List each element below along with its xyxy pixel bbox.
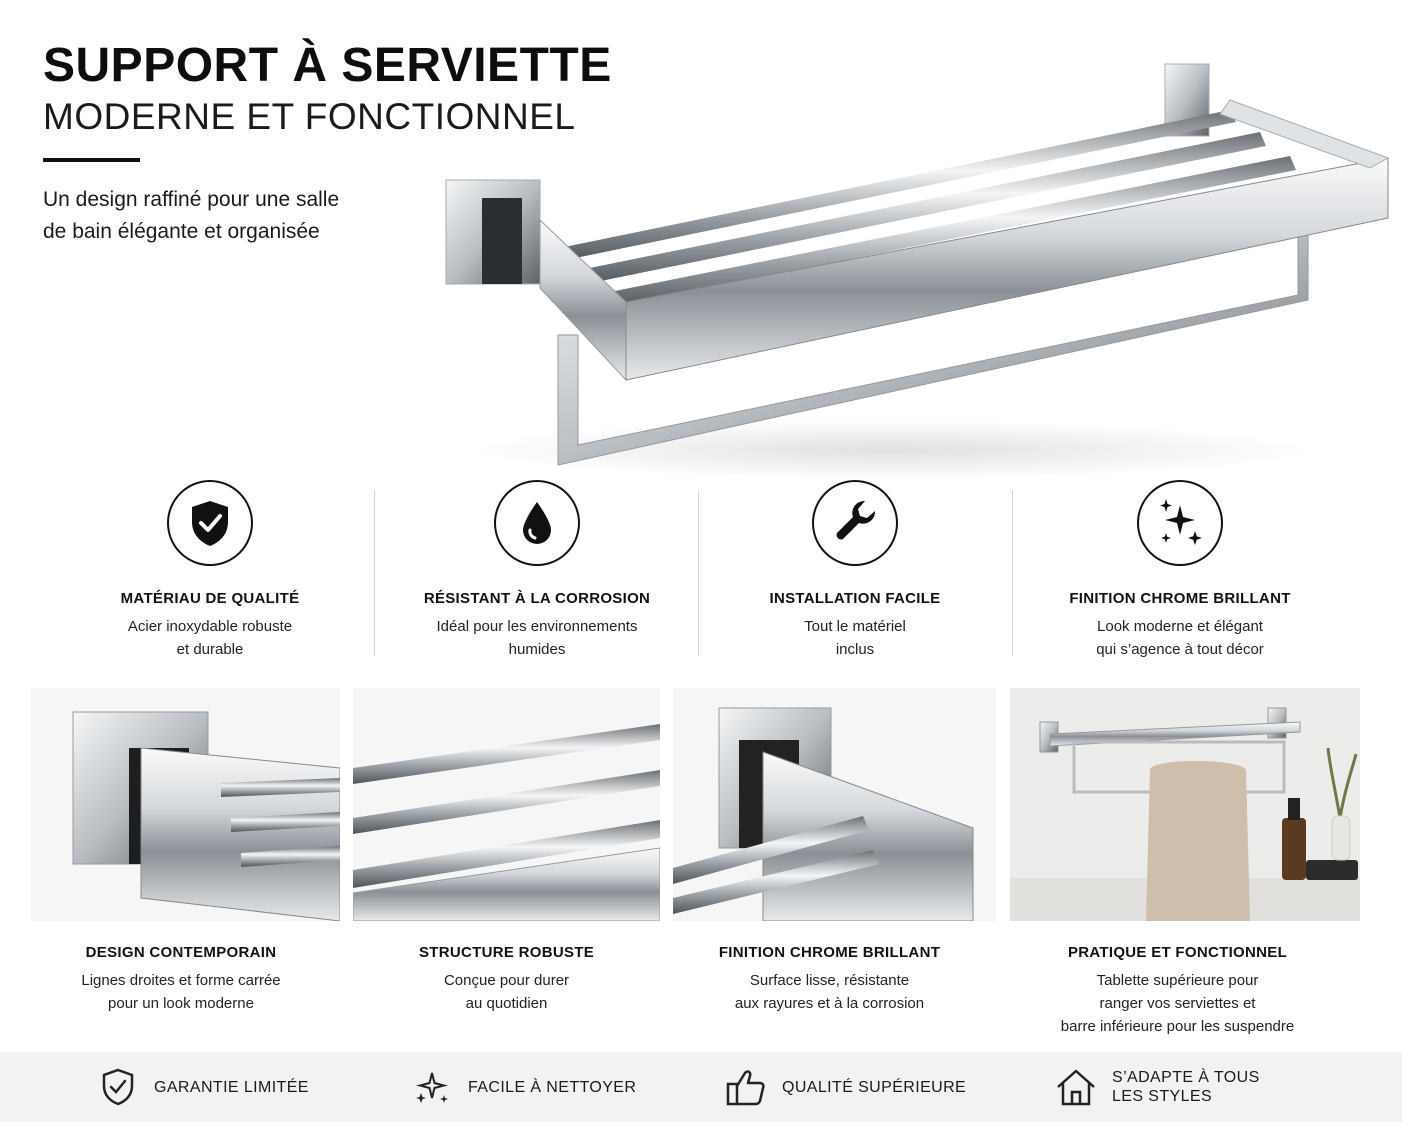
feature-desc: Look moderne et élégant qui s’agence à tout décor bbox=[1096, 618, 1264, 658]
detail-title: PRATIQUE ET FONCTIONNEL bbox=[1067, 944, 1288, 961]
detail-title: DESIGN CONTEMPORAIN bbox=[85, 944, 277, 961]
feature-title: FINITION CHROME BRILLANT bbox=[1069, 590, 1291, 607]
footer-item-styles bbox=[1054, 1052, 1260, 1122]
footer-band bbox=[0, 1052, 1402, 1122]
tagline: Un design raffiné pour une salle de bain élégante et organisée bbox=[43, 188, 340, 243]
footer-label: GARANTIE LIMITÉE bbox=[154, 1078, 309, 1096]
detail-caption-structure bbox=[353, 944, 660, 1015]
house-icon bbox=[1054, 1065, 1098, 1109]
footer-item-warranty bbox=[96, 1052, 309, 1122]
detail-desc: Lignes droites et forme carrée pour un look moderne bbox=[81, 972, 281, 1012]
towel-rack-hero-image bbox=[430, 50, 1402, 490]
title-underline bbox=[43, 158, 140, 162]
detail-photo-practical bbox=[1010, 688, 1360, 921]
feature-title: MATÉRIAU DE QUALITÉ bbox=[120, 590, 300, 607]
shield-check-icon bbox=[96, 1065, 140, 1109]
footer-item-cleaning bbox=[410, 1052, 636, 1122]
sparkles-icon bbox=[410, 1065, 454, 1109]
footer-label: S’ADAPTE À TOUS LES STYLES bbox=[1112, 1069, 1260, 1105]
sparkles-icon bbox=[1137, 480, 1223, 566]
detail-photo-finish bbox=[673, 688, 996, 921]
feature-title: RÉSISTANT À LA CORROSION bbox=[423, 590, 651, 607]
footer-label: QUALITÉ SUPÉRIEURE bbox=[782, 1078, 967, 1096]
shield-check-icon bbox=[167, 480, 253, 566]
detail-photo-structure bbox=[353, 688, 660, 921]
feature-desc: Idéal pour les environnements humides bbox=[436, 618, 638, 658]
thumbs-up-icon bbox=[724, 1065, 768, 1109]
feature-title: INSTALLATION FACILE bbox=[769, 590, 941, 607]
detail-caption-practical bbox=[1010, 944, 1345, 1038]
divider bbox=[1012, 490, 1013, 656]
detail-caption-design bbox=[31, 944, 331, 1015]
feature-corrosion bbox=[372, 480, 702, 661]
detail-desc: Conçue pour durer au quotidien bbox=[443, 972, 570, 1012]
detail-caption-finish bbox=[673, 944, 986, 1015]
detail-title: FINITION CHROME BRILLANT bbox=[718, 944, 941, 961]
feature-quality bbox=[45, 480, 375, 661]
feature-desc: Acier inoxydable robuste et durable bbox=[127, 618, 293, 658]
detail-desc: Tablette supérieure pour ranger vos serviettes et barre inférieure pour les suspendre bbox=[1060, 972, 1295, 1035]
features-row bbox=[40, 480, 1380, 660]
detail-title: STRUCTURE ROBUSTE bbox=[418, 944, 595, 961]
detail-photo-design bbox=[31, 688, 340, 921]
detail-desc: Surface lisse, résistante aux rayures et à la corrosion bbox=[734, 972, 925, 1012]
feature-installation bbox=[690, 480, 1020, 661]
feature-finish bbox=[1015, 480, 1345, 661]
wrench-icon bbox=[812, 480, 898, 566]
water-drop-icon bbox=[494, 480, 580, 566]
footer-label: FACILE À NETTOYER bbox=[468, 1078, 637, 1096]
page-title: SUPPORT À SERVIETTE bbox=[43, 39, 612, 92]
footer-item-quality bbox=[724, 1052, 966, 1122]
page-subtitle: MODERNE ET FONCTIONNEL bbox=[43, 96, 576, 137]
feature-desc: Tout le matériel inclus bbox=[804, 618, 906, 658]
